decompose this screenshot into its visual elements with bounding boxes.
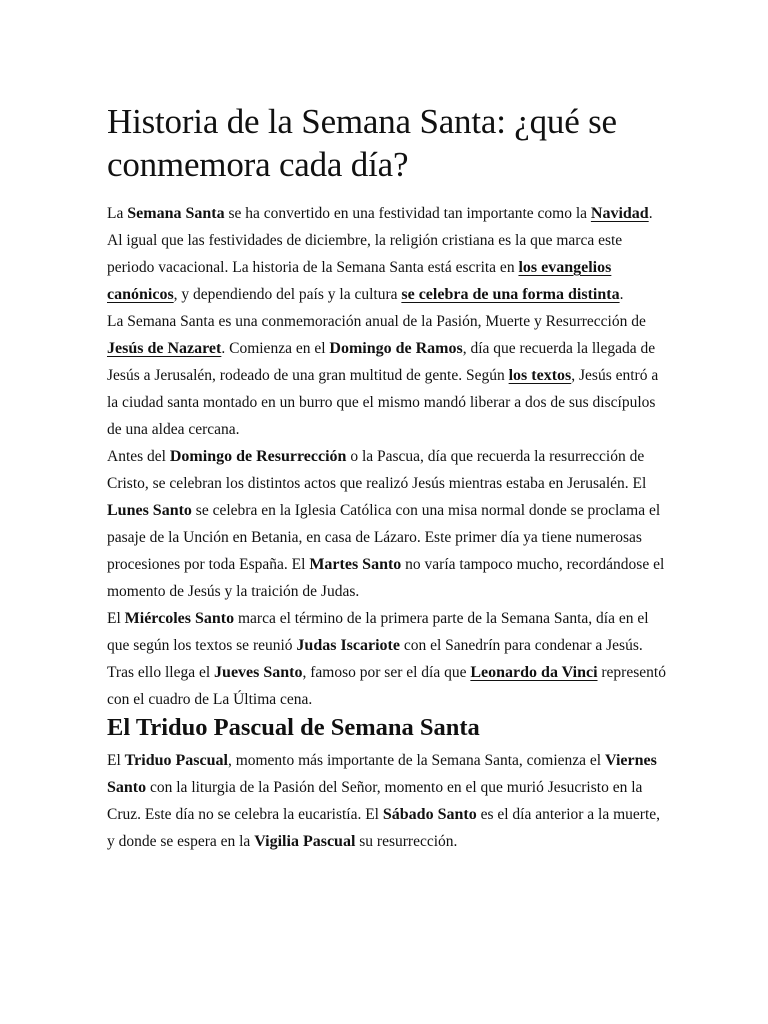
text: marca el término de la primera parte de la Semana Santa, día en el que según los textos se reunió <box>107 610 649 654</box>
bold-domingo-de-resurreccion: Domingo de Resurrección <box>169 448 347 465</box>
bold-triduo-pascual: Triduo Pascual <box>124 752 228 769</box>
text: . Comienza en el <box>221 340 330 357</box>
link-leonardo-da-vinci[interactable]: Leonardo da Vinci <box>470 664 598 681</box>
bold-vigilia-pascual: Vigilia Pascual <box>254 833 356 850</box>
paragraph-intro <box>107 200 667 308</box>
document-body <box>107 100 667 855</box>
link-navidad[interactable]: Navidad <box>590 205 649 222</box>
text: , y dependiendo del país y la cultura <box>173 286 402 303</box>
text: Antes del <box>107 448 170 465</box>
link-se-celebra[interactable]: se celebra de una forma distinta <box>401 286 620 303</box>
section-heading: El Triduo Pascual de Semana Santa <box>107 714 480 741</box>
paragraph-triduo <box>107 747 667 855</box>
text: se ha convertido en una festividad tan importante como la <box>224 205 591 222</box>
bold-viernes-santo: Viernes Santo <box>107 752 657 796</box>
text: . <box>619 286 624 303</box>
text: se celebra en la Iglesia Católica con una misa normal donde se proclama el pasaje de la Unción en Betania, en casa de Lázaro. Este primer día ya tiene numerosas procesiones por toda España. El <box>107 502 661 573</box>
text: La Semana Santa es una conmemoración anual de la Pasión, Muerte y Resurrección de <box>107 313 646 330</box>
text: no varía tampoco mucho, recordándose el momento de Jesús y la traición de Judas. <box>107 556 665 600</box>
paragraph-pasion <box>107 308 667 443</box>
text: con el Sanedrín para condenar a Jesús. Tras ello llega el <box>107 637 643 681</box>
bold-martes-santo: Martes Santo <box>309 556 402 573</box>
text: . Al igual que las festividades de diciembre, la religión cristiana es la que marca este periodo vacacional. La historia de la Semana Santa está escrita en <box>107 205 653 276</box>
paragraph-miercoles <box>107 605 667 713</box>
text: su resurrección. <box>355 833 458 850</box>
bold-lunes-santo: Lunes Santo <box>107 502 192 519</box>
text: representó con el cuadro de La Última cena. <box>107 664 666 708</box>
page-title: Historia de la Semana Santa: ¿qué se conmemora cada día? <box>107 102 617 184</box>
bold-judas-iscariote: Judas Iscariote <box>296 637 400 654</box>
text: , Jesús entró a la ciudad santa montado en un burro que el mismo mandó liberar a dos de sus discípulos de una aldea cercana. <box>107 367 659 438</box>
text: , famoso por ser el día que <box>302 664 471 681</box>
bold-miercoles-santo: Miércoles Santo <box>124 610 235 627</box>
text: o la Pascua, día que recuerda la resurrección de Cristo, se celebran los distintos actos que realizó Jesús mientras estaba en Jerusalén. El <box>107 448 647 492</box>
bold-sabado-santo: Sábado Santo <box>382 806 477 823</box>
text: con la liturgia de la Pasión del Señor, momento en el que murió Jesucristo en la Cruz. Este día no se celebra la eucaristía. El <box>107 779 643 823</box>
paragraph-resurreccion <box>107 443 667 605</box>
link-jesus-de-nazaret[interactable]: Jesús de Nazaret <box>107 340 222 357</box>
link-los-textos[interactable]: los textos <box>508 367 572 384</box>
text: El <box>107 752 125 769</box>
bold-jueves-santo: Jueves Santo <box>214 664 303 681</box>
bold-domingo-de-ramos: Domingo de Ramos <box>329 340 463 357</box>
text: , día que recuerda la llegada de Jesús a Jerusalén, rodeado de una gran multitud de gente. Según <box>107 340 656 384</box>
text: El <box>107 610 125 627</box>
text: La <box>107 205 128 222</box>
link-evangelios-canonicos[interactable]: los evangelios canónicos <box>107 259 612 303</box>
text: , momento más importante de la Semana Santa, comienza el <box>227 752 605 769</box>
bold-semana-santa: Semana Santa <box>127 205 225 222</box>
text: es el día anterior a la muerte, y donde se espera en la <box>107 806 661 850</box>
